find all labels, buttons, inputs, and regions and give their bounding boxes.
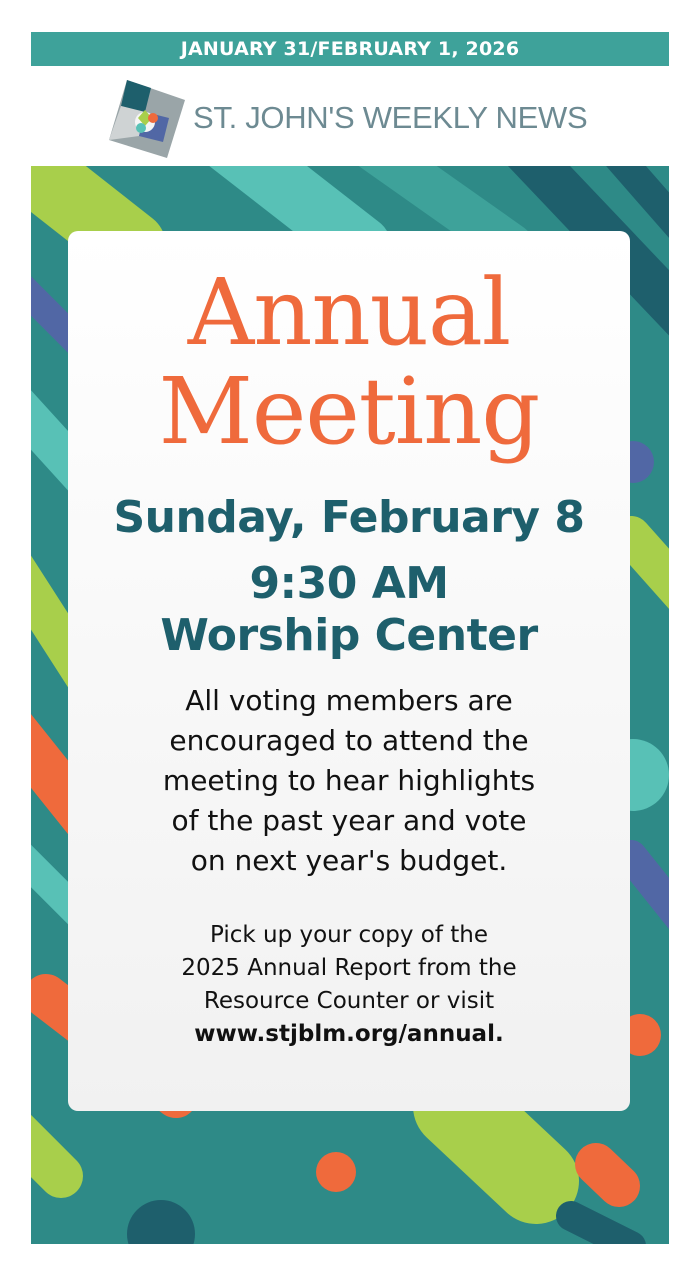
annual-report-note <box>68 919 630 1051</box>
body-line: of the past year and vote <box>171 804 527 837</box>
meeting-time: 9:30 AM <box>249 558 449 609</box>
title-line-1: Annual <box>187 259 511 366</box>
issue-date-banner: JANUARY 31/FEBRUARY 1, 2026 <box>31 32 669 66</box>
annual-report-link[interactable]: www.stjblm.org/annual. <box>194 1021 504 1047</box>
announcement-panel <box>31 166 669 1244</box>
body-line: All voting members are <box>185 684 513 717</box>
note-line: 2025 Annual Report from the <box>181 955 517 981</box>
masthead <box>31 66 669 166</box>
body-line: encouraged to attend the <box>169 724 529 757</box>
publication-title: ST. JOHN'S WEEKLY NEWS <box>193 100 588 135</box>
body-line: meeting to hear highlights <box>162 764 536 797</box>
body-line: on next year's budget. <box>190 844 508 877</box>
note-line: Resource Counter or visit <box>203 988 495 1014</box>
title-line-2: Meeting <box>158 358 540 465</box>
announcement-body <box>68 681 630 881</box>
note-line: Pick up your copy of the <box>209 922 488 948</box>
announcement-card <box>68 231 630 1111</box>
church-window-logo-icon <box>105 78 187 160</box>
meeting-location: Worship Center <box>160 610 538 661</box>
meeting-date: Sunday, February 8 <box>113 492 585 543</box>
